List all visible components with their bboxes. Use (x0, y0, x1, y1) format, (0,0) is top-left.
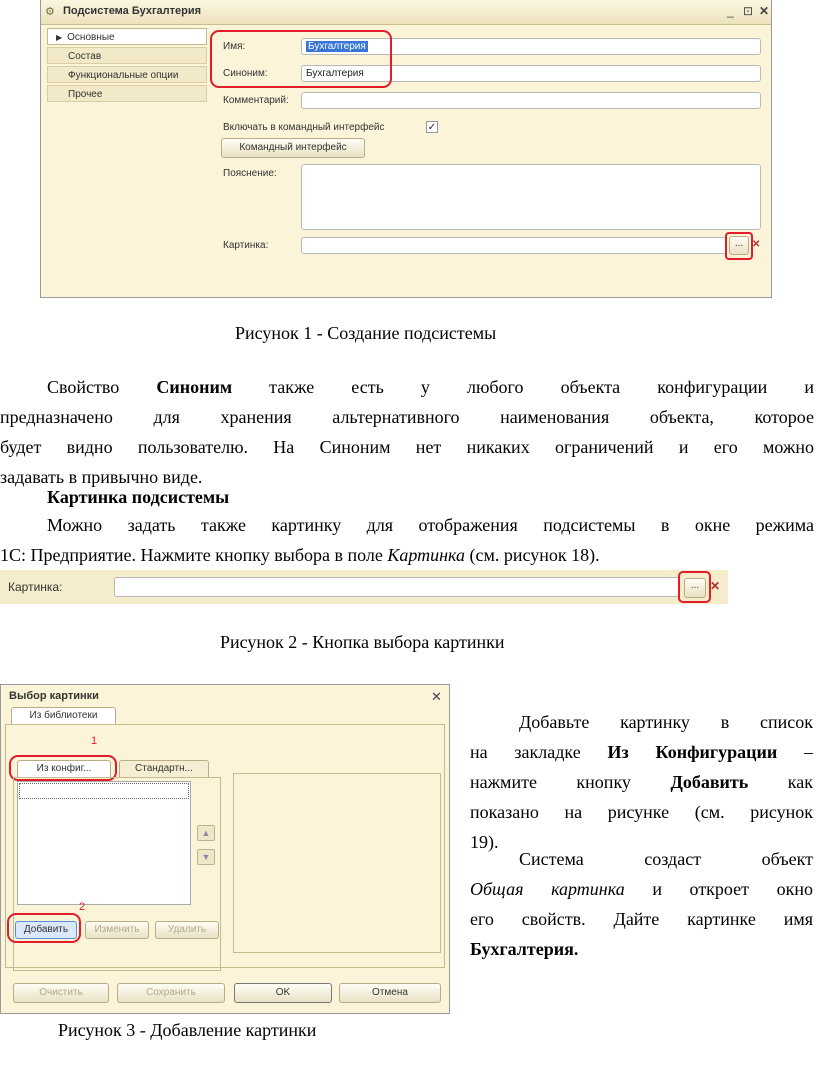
strip-select-button[interactable]: ... (684, 578, 706, 598)
strip-picture-label: Картинка: (8, 580, 63, 594)
move-up-icon[interactable]: ▲ (197, 825, 215, 841)
sidebar-item-content[interactable]: Состав (47, 47, 207, 64)
picture-select-dialog (0, 684, 450, 1014)
include-checkbox[interactable]: ✓ (427, 122, 437, 133)
sidebar-item-main[interactable]: ▶ Основные (47, 28, 207, 45)
maximize-icon[interactable]: ⊡ (743, 4, 754, 18)
comment-input[interactable] (301, 92, 761, 109)
picture-input[interactable] (301, 237, 727, 254)
synonym-paragraph: Свойство Синоним также есть у любого объекта конфигурации и предназначено для хранения альтернативного наименования объекта, которое будет видно пользователю. На Синоним нет никаких ограничений и его можно задавать в привычно виде. (0, 377, 814, 487)
picture-list[interactable] (17, 781, 191, 905)
picture-paragraph: Можно задать также картинку для отображения подсистемы в окне режима 1С: Предприятие. Нажмите кнопку выбора в поле Картинка (см. рисунок 18). (0, 515, 814, 565)
add-button-highlight (7, 913, 81, 943)
cancel-button[interactable]: Отмена (339, 983, 441, 1003)
marker-2: 2 (79, 901, 86, 913)
triangle-right-icon: ▶ (56, 33, 63, 42)
preview-area (233, 773, 441, 953)
save-button[interactable]: Сохранить (117, 983, 225, 1003)
figure1-caption: Рисунок 1 - Создание подсистемы (235, 323, 497, 343)
sidebar (47, 28, 207, 104)
sidebar-item-functional-options[interactable]: Функциональные опции (47, 66, 207, 83)
comment-label: Комментарий: (223, 95, 289, 106)
figure3-caption: Рисунок 3 - Добавление картинки (58, 1020, 317, 1040)
tab-standard[interactable]: Стандартн... (119, 760, 209, 777)
strip-clear-icon[interactable]: ✕ (710, 579, 721, 593)
picture-label: Картинка: (223, 240, 269, 251)
strip-picture-input[interactable] (114, 577, 680, 597)
window-titlebar (41, 0, 771, 25)
select-button-highlight (725, 232, 753, 260)
clear-button[interactable]: Очистить (13, 983, 109, 1003)
strip-select-highlight (678, 571, 711, 603)
add-picture-paragraph: Добавьте картинку в список на закладке Из Конфигурации – нажмите кнопку Добавить как показано на рисунке (см. рисунок 19). (470, 712, 814, 852)
explanation-label: Пояснение: (223, 168, 277, 179)
synonym-input[interactable]: Бухгалтерия (301, 65, 761, 82)
add-button[interactable]: Добавить (15, 921, 77, 939)
edit-button[interactable]: Изменить (85, 921, 149, 939)
synonym-label: Синоним: (223, 68, 268, 79)
properties-panel (211, 28, 767, 294)
system-creates-paragraph: Система создаст объект Общая картинка и откроет окно его свойств. Дайте картинке имя Бухгалтерия. (470, 849, 813, 959)
ok-button[interactable]: OK (234, 983, 332, 1003)
subsystem-icon: ⚙ (45, 6, 55, 18)
name-input[interactable]: Бухгалтерия (301, 38, 761, 55)
section-heading: Картинка подсистемы (47, 487, 230, 507)
dialog-close-icon[interactable]: ✕ (431, 689, 442, 704)
picture-field-strip (0, 570, 728, 604)
marker-1: 1 (91, 735, 98, 747)
minimize-icon[interactable]: _ (727, 4, 734, 18)
tab-from-config[interactable]: Из конфиг... (17, 760, 111, 777)
tab-library[interactable]: Из библиотеки (11, 707, 116, 724)
figure2-caption: Рисунок 2 - Кнопка выбора картинки (220, 632, 505, 652)
name-synonym-highlight (210, 30, 392, 88)
list-item[interactable] (19, 783, 189, 799)
name-label: Имя: (223, 41, 246, 52)
picture-select-button[interactable]: ... (729, 236, 749, 255)
include-label: Включать в командный интерфейс (223, 122, 385, 133)
dialog-title: Выбор картинки (9, 690, 99, 702)
sidebar-item-other[interactable]: Прочее (47, 85, 207, 102)
window-title: Подсистема Бухгалтерия (63, 5, 202, 17)
command-interface-button[interactable]: Командный интерфейс (221, 138, 365, 158)
subsystem-window (40, 0, 772, 298)
move-down-icon[interactable]: ▼ (197, 849, 215, 865)
close-icon[interactable]: ✕ (759, 4, 770, 18)
delete-button[interactable]: Удалить (155, 921, 219, 939)
explanation-textarea[interactable] (301, 164, 761, 230)
picture-clear-icon[interactable]: ✕ (752, 239, 761, 250)
